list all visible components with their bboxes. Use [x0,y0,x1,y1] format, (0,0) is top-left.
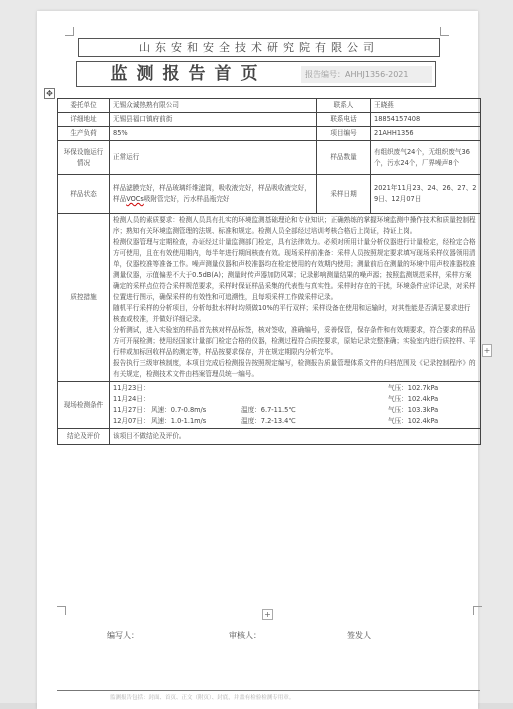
reviewer-label: 审核人： [229,631,261,640]
client-label: 委托单位 [58,99,110,113]
weather-date: 11月23日： [113,384,150,392]
table-move-handle-icon[interactable]: ✥ [44,88,55,99]
weather-label: 现场检测条件 [58,382,110,429]
project-no-label: 项目编号 [317,127,371,141]
sample-state-value[interactable] [110,175,317,214]
crop-mark [440,27,449,36]
add-row-button[interactable]: + [262,609,273,620]
weather-date: 11月24日： [113,395,150,403]
crop-mark [65,27,74,36]
weather-pressure: 气压：102.7kPa [388,384,439,392]
vocs-spellcheck-text: VOCs [126,195,144,203]
address-value[interactable]: 无锡县福口镇府前街 [110,113,317,127]
qa-paragraph: 检测仪器管理与定期检查，办证经过计量监测部门检定，具有法律效力。必须对所用计量分析仪器进行计量检定，经检定合格方可使用，且在有效使用期内，每半年进行期间核查有效。现场采样前准备：采样人员按照规定要求填写现场采样仪器领用清单，仪器校准等准备工作。噪声测量仪器和声校准器均在检定使用的有效期内使用；测量前后在测量的环境中用声校准器校准测量仪器，示值偏差不大于0.5dB(A)；测量时传声器加防风罩；记录影响测量结果的噪声源；按照监测规范采样，采样方案确定的采样点位符合采样规范要求，采样时保证样品采集的代表性与真实性。采样时存在的干扰，环境条件应详记录，对采样位置进行图示，确保采样的有效性和可追溯性，且每项采样工作做采样记录。 [113,238,476,301]
crop-mark [57,606,66,615]
project-no-value[interactable]: 21AHH1356 [371,127,481,141]
weather-temp [241,394,388,405]
weather-row [113,394,477,405]
sample-state-text-end: 吸附管完好，污水样品瓶完好 [143,195,230,203]
weather-pressure: 气压：102.4kPa [388,417,439,425]
phone-value[interactable]: 18854157408 [371,113,481,127]
weather-content[interactable] [110,382,481,429]
weather-pressure: 气压：102.4kPa [388,395,439,403]
conclusion-label: 结论及评价 [58,429,110,445]
weather-pressure: 气压：103.3kPa [388,406,439,414]
weather-temp [241,383,388,394]
client-value[interactable]: 无锡众诚热熟有限公司 [110,99,317,113]
weather-row [113,405,477,416]
weather-wind [151,383,241,394]
conclusion-value[interactable]: 该项目不做结论及评价。 [110,429,481,445]
load-value[interactable]: 85% [110,127,317,141]
weather-temp: 温度：7.2-13.4℃ [241,417,296,425]
sample-date-label: 采样日期 [317,175,371,214]
weather-temp: 温度：6.7-11.5℃ [241,406,296,414]
footer-divider [57,690,480,691]
env-label: 环保设施运行情况 [58,141,110,175]
weather-wind: 风速：0.7-0.8m/s [151,406,207,414]
qa-paragraph: 报告执行三级审核制度，本项目完成后检测报告按照规定编写，检测报告质量管理体系文件的归档范围及《记录控制程序》的有关规定，检测技术文件由档案管理员统一编号。 [113,359,476,378]
env-value[interactable]: 正常运行 [110,141,317,175]
page-footer: 监测报告包括：封面、首页、正文（附页）、封底，并盖有检验检测专用章。 [110,695,295,701]
sample-date-value[interactable]: 2021年11月23、24、26、27、29日、12月07日 [371,175,481,214]
company-name: 山东安和安全技术研究院有限公司 [78,38,440,57]
weather-wind [151,394,241,405]
qa-paragraph: 分析测试，进入实验室的样品首先核对样品标签，核对签收，准确编号，妥善保管，保存条件和有效期要求，符合要求的样品方可开展检测；使用经国家计量部门检定合格的仪器，检测过程符合质控要求，原始记录完整准确；实验室内进行质控样、平行样或加标回收样品的测定等，样品按要求保存，并在规定期限内分析完毕。 [113,326,476,356]
address-label: 详细地址 [58,113,110,127]
contact-value[interactable]: 王晓燕 [371,99,481,113]
weather-date: 12月07日： [113,417,150,425]
page-title: 监测报告首页 [110,64,267,84]
writer-label: 编写人： [107,631,139,640]
sample-state-text: 样品滤膜完好，样品玻璃纤维滤筒，吸收液完好，样品吸收液完好，样品 [113,184,311,203]
crop-mark [473,606,482,615]
weather-row [113,416,477,427]
sample-count-value[interactable]: 有组织废气24个，无组织废气36个，污水24个，厂界噪声8个 [371,141,481,175]
weather-row [113,383,477,394]
weather-date: 11月27日： [113,406,150,414]
report-table [57,98,481,445]
qa-label: 质控措施 [58,214,110,382]
weather-wind: 风速：1.0-1.1m/s [151,417,207,425]
report-number-field[interactable]: 报告编号：AHHJ1356-2021 [301,66,432,83]
issuer-label: 签发人 [347,631,371,640]
contact-label: 联系人 [317,99,371,113]
qa-content[interactable] [110,214,481,382]
qa-paragraph: 检测人员的素质要求：检测人员具有扎实的环境监测基础理论和专业知识；正确熟练的掌握环境监测中操作技术和质量控制程序；熟知有关环境监测管理的法规、标准和规定。检测人员全部经过培训考核合格后上岗证，持证上岗。 [113,216,476,235]
sample-count-label: 样品数量 [317,141,371,175]
sample-state-label: 样品状态 [58,175,110,214]
phone-label: 联系电话 [317,113,371,127]
qa-paragraph: 随机平行采样的分析项目，分析每批水样时均须做10%的平行双样；采样设备在使用和运输时，对其性能是否满足要求进行核查或校准，并做好详细记录。 [113,304,471,323]
load-label: 生产负荷 [58,127,110,141]
side-add-button[interactable]: + [483,346,491,355]
